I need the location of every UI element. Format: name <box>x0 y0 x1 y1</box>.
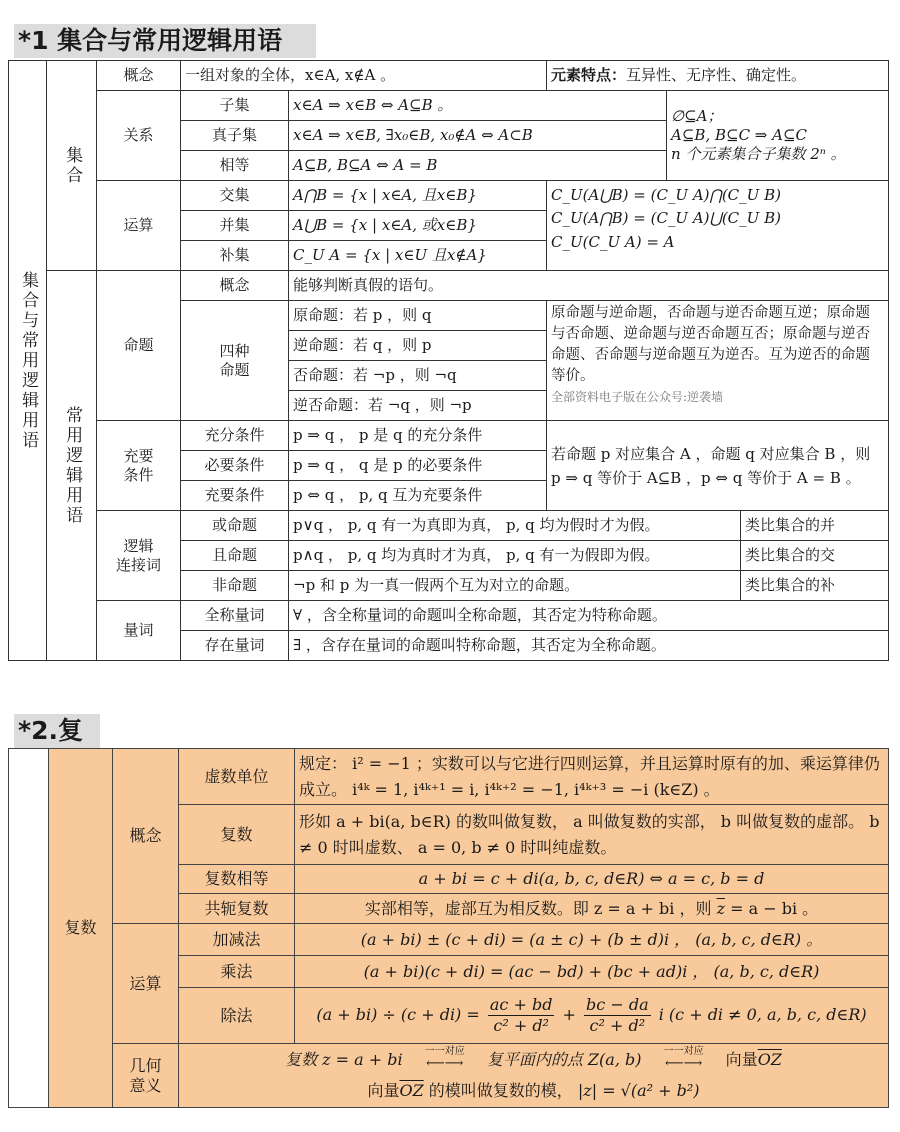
geometry-text <box>179 1044 889 1108</box>
set-label: 集合 <box>47 61 97 271</box>
connective-label: 逻辑 连接词 <box>97 511 181 601</box>
section-2-title: *2.复 <box>14 714 100 748</box>
denominator-2: c² + d² <box>589 1016 646 1035</box>
numerator-1: ac + bd <box>489 995 553 1014</box>
feature-cell <box>547 61 889 91</box>
arrow-label-1: 一一对应 <box>424 1045 465 1057</box>
operation-name: 乘法 <box>179 956 295 988</box>
arrow-label-2: 一一对应 <box>663 1045 704 1057</box>
condition-text: p ⇒ q ， p 是 q 的充分条件 <box>289 421 547 451</box>
logic-label: 常用逻辑用语 <box>47 271 97 661</box>
prop-concept-text: 能够判断真假的语句。 <box>289 271 889 301</box>
relation-formula: x∈A ⇒ x∈B, ∃x₀∈B, x₀∉A ⇔ A⊂B <box>289 121 667 151</box>
concept-label: 概念 <box>113 749 179 924</box>
condition-label: 充要 条件 <box>97 421 181 511</box>
four-prop-note: 原命题与逆命题，否命题与逆否命题互逆；原命题与否命题、逆命题与逆否命题互否；原命题与逆否命题、否命题与逆命题互为逆否。互为逆否的命题等价。 <box>551 305 871 385</box>
geometry-line1-b: 复平面内的点 Z(a, b) <box>486 1050 642 1070</box>
correspondence-arrow-2 <box>647 1045 721 1071</box>
conjugate-text <box>295 894 889 924</box>
connective-analogy: 类比集合的交 <box>741 541 889 571</box>
operation-name: 并集 <box>181 211 289 241</box>
condition-text: p ⇒ q ， q 是 p 的必要条件 <box>289 451 547 481</box>
division-formula <box>295 988 889 1044</box>
condition-name: 必要条件 <box>181 451 289 481</box>
connective-text: p∨q ， p, q 有一为真即为真， p, q 均为假时才为假。 <box>289 511 741 541</box>
denominator-1: c² + d² <box>493 1016 549 1035</box>
fraction-2 <box>584 995 651 1036</box>
double-arrow-icon: ⟵⟶ <box>664 1055 703 1071</box>
connective-analogy: 类比集合的并 <box>741 511 889 541</box>
connective-name: 非命题 <box>181 571 289 601</box>
operation-text: (a + bi) ± (c + di) = (a ± c) + (b ± d)i ， (a, b, c, d∈R) 。 <box>295 924 889 956</box>
relation-label: 关系 <box>97 91 181 181</box>
concept-label: 概念 <box>97 61 181 91</box>
conjugate-text-a: 实部相等，虚部互为相反数。即 z = a + bi ，则 <box>364 898 717 918</box>
relation-name: 真子集 <box>181 121 289 151</box>
section-1-title: *1 集合与常用逻辑用语 <box>14 24 316 58</box>
connective-analogy: 类比集合的补 <box>741 571 889 601</box>
geometry-line-1 <box>183 1045 884 1075</box>
concept-name: 复数相等 <box>179 865 295 894</box>
operation-name: 加减法 <box>179 924 295 956</box>
division-plus: + <box>562 1005 576 1024</box>
left-margin-cell <box>9 749 49 1108</box>
concept-text: 规定： i² = −1 ；实数可以与它进行四则运算，并且运算时原有的加、乘运算律仍成立。 i⁴ᵏ = 1, i⁴ᵏ⁺¹ = i, i⁴ᵏ⁺² = −1, i⁴ᵏ⁺³ = −i (k∈Z) 。 <box>295 749 889 805</box>
operation-name: 除法 <box>179 988 295 1044</box>
relation-formula: A⊆B, B⊆A ⇔ A = B <box>289 151 667 181</box>
quantifier-label: 量词 <box>97 601 181 661</box>
conjugate-text-b: = a − bi 。 <box>725 898 819 918</box>
operation-formula: A⋃B = {x | x∈A, 或x∈B} <box>289 211 547 241</box>
quantifier-text: ∃ ，含存在量词的命题叫特称命题，其否定为全称命题。 <box>289 631 889 661</box>
concept-name: 复数 <box>179 805 295 865</box>
operation-label: 运算 <box>113 924 179 1044</box>
concept-name: 虚数单位 <box>179 749 295 805</box>
four-prop-item: 原命题：若 p ，则 q <box>289 301 547 331</box>
concept-text: 形如 a + bi(a, b∈R) 的数叫做复数， a 叫做复数的实部， b 叫做复数的虚部。 b ≠ 0 时叫虚数、 a = 0, b ≠ 0 时叫纯虚数。 <box>295 805 889 865</box>
four-prop-item: 逆否命题：若 ¬q ，则 ¬p <box>289 391 547 421</box>
operation-note: C_U(A⋃B) = (C_U A)⋂(C_U B) C_U(A⋂B) = (C_U A)⋃(C_U B) C_U(C_U A) = A <box>547 181 889 271</box>
geometry-line1-a: 复数 z = a + bi <box>285 1050 403 1070</box>
four-prop-item: 否命题：若 ¬p ，则 ¬q <box>289 361 547 391</box>
conjugate-z: $\overline{z}$ <box>716 898 726 918</box>
relation-formula: x∈A ⇒ x∈B ⇔ A⊆B 。 <box>289 91 667 121</box>
relation-name: 子集 <box>181 91 289 121</box>
quantifier-text: ∀ ，含全称量词的命题叫全称命题，其否定为特称命题。 <box>289 601 889 631</box>
correspondence-arrow-1 <box>408 1045 482 1071</box>
watermark: 全部资料电子版在公众号:逆袭墙 <box>551 390 724 405</box>
quantifier-name: 存在量词 <box>181 631 289 661</box>
operation-formula: C_U A = {x | x∈U 且x∉A} <box>289 241 547 271</box>
condition-text: p ⇔ q ， p, q 互为充要条件 <box>289 481 547 511</box>
condition-name: 充要条件 <box>181 481 289 511</box>
fraction-1 <box>488 995 555 1036</box>
four-prop-label: 四种 命题 <box>181 301 289 421</box>
proposition-label: 命题 <box>97 271 181 421</box>
geometry-line-2 <box>183 1076 884 1106</box>
operation-text: (a + bi)(c + di) = (ac − bd) + (bc + ad)i ， (a, b, c, d∈R) <box>295 956 889 988</box>
condition-name: 充分条件 <box>181 421 289 451</box>
operation-name: 补集 <box>181 241 289 271</box>
operation-label: 运算 <box>97 181 181 271</box>
geometry-line2-a: 向量 <box>367 1080 400 1100</box>
double-arrow-icon: ⟵⟶ <box>426 1055 464 1071</box>
geometry-line2-b: 的模叫做复数的模， <box>428 1080 573 1100</box>
feature-text: 互异性、无序性、确定性。 <box>626 66 807 85</box>
vector-oz: $\overline{OZ}$ <box>757 1050 782 1070</box>
four-prop-note-cell <box>547 301 889 421</box>
complex-label: 复数 <box>49 749 113 1108</box>
relation-name: 相等 <box>181 151 289 181</box>
feature-title: 元素特点： <box>551 66 627 85</box>
condition-note: 若命题 p 对应集合 A ，命题 q 对应集合 B ，则 p ⇒ q 等价于 A⊆B ，p ⇔ q 等价于 A = B 。 <box>547 421 889 511</box>
geometry-line1-c: 向量 <box>725 1050 758 1070</box>
concept-text: 一组对象的全体，x∈A, x∉A 。 <box>181 61 547 91</box>
sets-logic-table <box>8 60 889 661</box>
four-prop-item: 逆命题：若 q ，则 p <box>289 331 547 361</box>
numerator-2: bc − da <box>586 995 649 1014</box>
outer-label: 集合与常用逻辑用语 <box>9 61 47 661</box>
connective-name: 或命题 <box>181 511 289 541</box>
connective-name: 且命题 <box>181 541 289 571</box>
division-tail: i (c + di ≠ 0, a, b, c, d∈R) <box>658 1005 867 1024</box>
concept-text: a + bi = c + di(a, b, c, d∈R) ⇔ a = c, b = d <box>295 865 889 894</box>
concept-name: 共轭复数 <box>179 894 295 924</box>
connective-text: p∧q ， p, q 均为真时才为真， p, q 有一为假即为假。 <box>289 541 741 571</box>
vector-oz: $\overline{OZ}$ <box>399 1080 424 1100</box>
connective-text: ¬p 和 p 为一真一假两个互为对立的命题。 <box>289 571 741 601</box>
operation-name: 交集 <box>181 181 289 211</box>
geometry-label: 几何 意义 <box>113 1044 179 1108</box>
complex-number-table <box>8 748 889 1108</box>
operation-formula: A⋂B = {x | x∈A, 且x∈B} <box>289 181 547 211</box>
geometry-line2-c: |z| = √(a² + b²) <box>577 1080 700 1100</box>
relation-note: ∅⊆A； A⊆B, B⊆C ⇒ A⊆C n 个元素集合子集数 2ⁿ 。 <box>667 91 889 181</box>
prop-concept-label: 概念 <box>181 271 289 301</box>
division-lhs: (a + bi) ÷ (c + di) = <box>316 1005 480 1024</box>
quantifier-name: 全称量词 <box>181 601 289 631</box>
